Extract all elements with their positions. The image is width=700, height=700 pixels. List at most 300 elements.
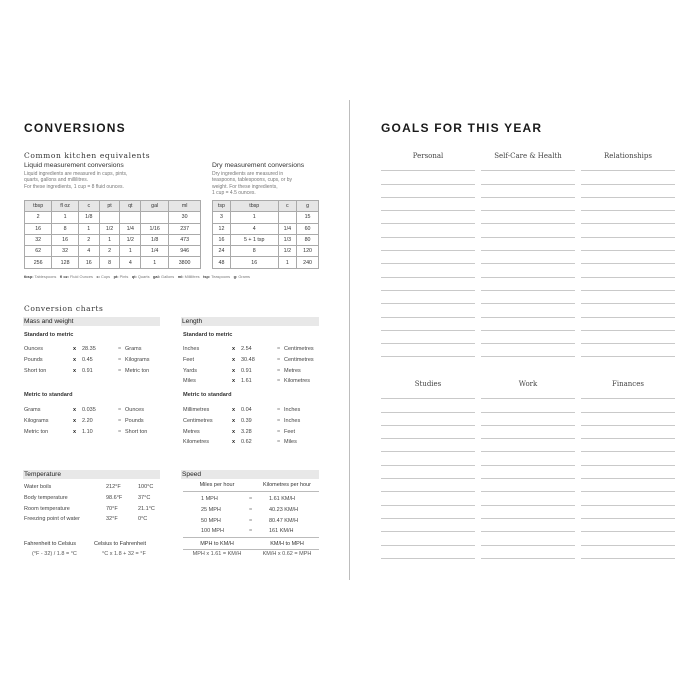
table-row	[25, 223, 201, 234]
goal-line[interactable]	[481, 344, 575, 357]
goal-lines-self-care[interactable]	[481, 158, 575, 357]
fahrenheit-value: 70°F	[106, 505, 118, 512]
conversion-charts-heading: Conversion charts	[24, 304, 104, 313]
goal-line[interactable]	[581, 264, 675, 277]
legend-key: tbsp:	[24, 274, 34, 279]
goal-line[interactable]	[381, 479, 475, 492]
goal-line[interactable]	[581, 506, 675, 519]
goal-line[interactable]	[581, 251, 675, 264]
table-row	[25, 257, 201, 268]
goal-line[interactable]	[481, 426, 575, 439]
goal-lines-work[interactable]	[481, 386, 575, 559]
mass-weight-bar: Mass and weight	[23, 317, 160, 326]
mass-metric-to-standard-label: Metric to standard	[24, 392, 73, 398]
goal-line[interactable]	[481, 264, 575, 277]
table-row	[213, 223, 319, 234]
legend-item	[24, 274, 56, 279]
goal-line[interactable]	[581, 198, 675, 211]
goal-line[interactable]	[481, 519, 575, 532]
goal-line[interactable]	[381, 278, 475, 291]
goal-line[interactable]	[581, 492, 675, 505]
goal-line[interactable]	[481, 479, 575, 492]
temperature-label: Water boils	[24, 484, 52, 490]
from-unit: Pounds	[24, 356, 43, 363]
length-standard-to-metric-label: Standard to metric	[183, 332, 233, 338]
goal-line[interactable]	[481, 386, 575, 399]
equals-sign: =	[277, 439, 281, 446]
to-unit: Miles	[284, 439, 297, 446]
goal-line[interactable]	[381, 185, 475, 198]
from-unit: Inches	[183, 346, 200, 352]
abbreviation-legend	[24, 274, 254, 279]
goal-line[interactable]	[581, 278, 675, 291]
table-cell: 128	[52, 257, 79, 268]
conversion-row	[24, 355, 164, 365]
temperature-row	[24, 482, 160, 492]
conversion-row	[183, 344, 323, 354]
table-cell: 5 + 1 tsp	[230, 234, 278, 245]
factor: 0.39	[241, 417, 252, 424]
to-unit: Kilograms	[125, 356, 150, 363]
speed-bar: Speed	[181, 470, 319, 479]
mass-standard-to-metric-label: Standard to metric	[24, 332, 74, 338]
conversion-row	[183, 437, 323, 447]
table-row	[213, 246, 319, 257]
speed-formula-rule	[183, 549, 319, 550]
goal-line[interactable]	[381, 291, 475, 304]
celsius-value: 100°C	[138, 484, 154, 490]
from-unit: Metric ton	[24, 428, 49, 435]
goal-line[interactable]	[381, 211, 475, 224]
goal-line[interactable]	[581, 519, 675, 532]
goal-line[interactable]	[581, 185, 675, 198]
goal-line[interactable]	[581, 291, 675, 304]
liquid-conversion-table	[24, 200, 201, 269]
table-cell: 4	[230, 223, 278, 234]
to-unit: Kilometres	[284, 378, 310, 385]
goal-line[interactable]	[381, 386, 475, 399]
equals-sign: =	[118, 367, 122, 374]
goal-line[interactable]	[481, 318, 575, 331]
goal-line[interactable]	[481, 439, 575, 452]
table-cell: 8	[99, 257, 120, 268]
to-unit: Ounces	[125, 407, 144, 413]
goal-line[interactable]	[581, 158, 675, 171]
celsius-value: 0°C	[138, 516, 148, 523]
goal-line[interactable]	[381, 413, 475, 426]
goal-lines-relationships[interactable]	[581, 158, 675, 357]
to-unit: Pounds	[125, 417, 144, 424]
goal-line[interactable]	[381, 399, 475, 412]
speed-row	[183, 526, 319, 536]
goal-line[interactable]	[481, 506, 575, 519]
goal-line[interactable]	[381, 318, 475, 331]
f-to-c-formula: (°F - 32) / 1.8 = °C	[32, 551, 77, 557]
goal-line[interactable]	[381, 532, 475, 545]
goal-line[interactable]	[381, 304, 475, 317]
table-header-cell: g	[297, 201, 319, 212]
kmh-value: 40.23 KM/H	[269, 506, 299, 513]
table-row	[213, 257, 319, 268]
legend-value: Pints	[118, 274, 129, 279]
dry-conversions-title: Dry measurement conversions	[212, 162, 305, 169]
goal-line[interactable]	[581, 399, 675, 412]
legend-value: Gallons	[159, 274, 175, 279]
goal-line[interactable]	[381, 519, 475, 532]
legend-item	[203, 274, 230, 279]
goal-heading-studies: Studies	[414, 380, 442, 388]
from-unit: Short ton	[24, 367, 47, 374]
conversion-row	[183, 416, 323, 426]
table-cell	[141, 212, 169, 223]
conversion-row	[183, 405, 323, 415]
table-header-cell: ml	[169, 201, 201, 212]
conversion-row	[24, 427, 164, 437]
equals-sign: =	[277, 417, 281, 424]
to-unit: Grams	[125, 346, 142, 352]
times-sign: x	[73, 356, 77, 363]
legend-key: g:	[233, 274, 238, 279]
goal-line[interactable]	[481, 331, 575, 344]
table-cell: 4	[120, 257, 141, 268]
goal-line[interactable]	[381, 331, 475, 344]
from-unit: Millimetres	[183, 407, 210, 413]
goal-line[interactable]	[481, 304, 575, 317]
temperature-row	[24, 504, 160, 514]
equals-sign: =	[277, 407, 281, 413]
goal-line[interactable]	[381, 171, 475, 184]
mph-value: 1 MPH	[201, 496, 218, 502]
goal-line[interactable]	[581, 439, 675, 452]
kitchen-equivalents-heading: Common kitchen equivalents	[24, 151, 151, 160]
goal-line[interactable]	[381, 439, 475, 452]
equals-sign: =	[277, 346, 281, 352]
legend-value: Fluid Ounces	[68, 274, 93, 279]
legend-item	[153, 274, 174, 279]
table-cell: 1/8	[141, 234, 169, 245]
table-header-cell: c	[278, 201, 297, 212]
table-cell: 1/2	[120, 234, 141, 245]
table-cell: 473	[169, 234, 201, 245]
to-unit: Feet	[284, 428, 296, 435]
goal-line[interactable]	[581, 318, 675, 331]
goal-line[interactable]	[481, 452, 575, 465]
table-cell: 2	[25, 212, 52, 223]
temperature-bar: Temperature	[23, 470, 160, 479]
table-cell: 1	[78, 223, 99, 234]
factor: 0.035	[82, 407, 96, 413]
goal-line[interactable]	[581, 532, 675, 545]
table-cell	[99, 212, 120, 223]
table-cell: 1/2	[278, 246, 297, 257]
to-unit: Inches	[284, 407, 301, 413]
from-unit: Feet	[183, 356, 195, 363]
table-cell: 15	[297, 212, 319, 223]
conversion-row	[24, 416, 164, 426]
goal-line[interactable]	[581, 413, 675, 426]
goal-line[interactable]	[481, 492, 575, 505]
from-unit: Kilograms	[24, 417, 49, 424]
factor: 28.35	[82, 346, 96, 352]
goal-line[interactable]	[581, 452, 675, 465]
times-sign: x	[232, 439, 236, 446]
from-unit: Centimetres	[183, 417, 213, 424]
f-to-c-label: Fahrenheit to Celsius	[24, 541, 76, 547]
goal-line[interactable]	[381, 224, 475, 237]
temperature-row	[24, 493, 160, 503]
equals-sign: =	[249, 496, 253, 502]
kmh-header: Kilometres per hour	[263, 482, 311, 488]
goal-heading-personal: Personal	[412, 152, 444, 160]
to-unit: Metres	[284, 367, 301, 374]
legend-value: Grams	[237, 274, 251, 279]
table-cell: 8	[52, 223, 79, 234]
goal-line[interactable]	[581, 386, 675, 399]
times-sign: x	[232, 407, 236, 413]
table-cell: 1/4	[278, 223, 297, 234]
legend-key: c:	[96, 274, 100, 279]
equals-sign: =	[118, 356, 122, 363]
table-cell: 256	[25, 257, 52, 268]
times-sign: x	[73, 417, 77, 424]
legend-key: pt:	[113, 274, 119, 279]
legend-value: Millilitres	[183, 274, 200, 279]
legend-value: Teaspoons	[210, 274, 231, 279]
table-cell: 48	[213, 257, 231, 268]
equals-sign: =	[277, 428, 281, 435]
legend-key: fl oz:	[59, 274, 69, 279]
goal-heading-relationships: Relationships	[603, 152, 652, 160]
goal-line[interactable]	[481, 198, 575, 211]
goal-lines-finances[interactable]	[581, 386, 675, 559]
length-metric-to-standard-label: Metric to standard	[183, 392, 232, 398]
goal-line[interactable]	[581, 426, 675, 439]
goal-line[interactable]	[381, 238, 475, 251]
equals-sign: =	[277, 356, 281, 363]
conversion-row	[183, 427, 323, 437]
table-cell: 4	[78, 246, 99, 257]
goal-line[interactable]	[481, 171, 575, 184]
table-cell: 1	[278, 257, 297, 268]
goal-line[interactable]	[381, 251, 475, 264]
celsius-value: 21.1°C	[138, 505, 155, 512]
legend-value: Quarts	[136, 274, 150, 279]
table-header-cell: tbsp	[230, 201, 278, 212]
goal-heading-finances: Finances	[612, 380, 644, 388]
table-cell: 16	[78, 257, 99, 268]
table-cell: 1/4	[141, 246, 169, 257]
table-cell: 16	[52, 234, 79, 245]
table-cell: 16	[25, 223, 52, 234]
legend-item	[178, 274, 200, 279]
table-cell: 240	[297, 257, 319, 268]
c-to-f-label: Celsius to Fahrenheit	[94, 541, 146, 547]
times-sign: x	[232, 367, 236, 374]
mph-value: 25 MPH	[201, 506, 221, 513]
equals-sign: =	[118, 407, 122, 413]
table-cell: 3	[213, 212, 231, 223]
legend-item	[60, 274, 93, 279]
goal-line[interactable]	[381, 426, 475, 439]
fahrenheit-value: 212°F	[106, 484, 121, 490]
legend-key: gal:	[153, 274, 160, 279]
speed-row	[183, 494, 319, 504]
factor: 1.61	[241, 378, 252, 385]
table-header-row	[213, 201, 319, 212]
times-sign: x	[73, 367, 77, 374]
goal-line[interactable]	[381, 506, 475, 519]
goal-line[interactable]	[481, 251, 575, 264]
goal-line[interactable]	[581, 238, 675, 251]
table-cell: 2	[78, 234, 99, 245]
goal-lines-studies[interactable]	[381, 386, 475, 559]
goal-line[interactable]	[481, 399, 575, 412]
times-sign: x	[232, 417, 236, 424]
table-header-cell: gal	[141, 201, 169, 212]
equals-sign: =	[277, 378, 281, 385]
goal-line[interactable]	[581, 304, 675, 317]
kmh-to-mph-label: KM/H to MPH	[270, 541, 304, 547]
legend-item	[132, 274, 150, 279]
times-sign: x	[232, 378, 236, 385]
goal-line[interactable]	[381, 466, 475, 479]
speed-row	[183, 516, 319, 526]
liquid-conversions-title: Liquid measurement conversions	[24, 162, 124, 169]
goal-line[interactable]	[481, 224, 575, 237]
fahrenheit-value: 98.6°F	[106, 494, 123, 501]
kmh-value: 1.61 KM/H	[269, 496, 295, 502]
goal-line[interactable]	[581, 331, 675, 344]
liquid-description: Liquid ingredients are measured in cups, pints, quarts, gallons and millilitres. For these ingredients, 1 cup = 8 fluid ounces.	[24, 171, 128, 190]
temperature-label: Room temperature	[24, 505, 70, 512]
goal-line[interactable]	[381, 452, 475, 465]
goal-line[interactable]	[481, 211, 575, 224]
goal-line[interactable]	[481, 185, 575, 198]
table-cell: 30	[169, 212, 201, 223]
legend-key: tsp:	[203, 274, 211, 279]
legend-item	[96, 274, 110, 279]
table-row	[213, 212, 319, 223]
kmh-to-mph-formula: KM/H x 0.62 = MPH	[262, 551, 312, 557]
goal-line[interactable]	[381, 264, 475, 277]
equals-sign: =	[277, 367, 281, 374]
goal-line[interactable]	[481, 466, 575, 479]
conversions-title: CONVERSIONS	[24, 121, 126, 135]
factor: 1.10	[82, 428, 93, 435]
goal-lines-personal[interactable]	[381, 158, 475, 357]
table-header-cell: fl oz	[52, 201, 79, 212]
speed-rows-rule	[183, 537, 319, 538]
legend-item	[234, 274, 250, 279]
table-header-row	[25, 201, 201, 212]
goal-line[interactable]	[581, 466, 675, 479]
times-sign: x	[73, 428, 77, 435]
table-cell: 1	[99, 234, 120, 245]
goal-line[interactable]	[481, 278, 575, 291]
legend-value: Cups	[99, 274, 111, 279]
table-header-cell: tbsp	[25, 201, 52, 212]
factor: 0.45	[82, 356, 93, 363]
goal-line[interactable]	[581, 171, 675, 184]
goal-line[interactable]	[381, 492, 475, 505]
goal-line[interactable]	[381, 158, 475, 171]
conversion-row	[24, 405, 164, 415]
table-header-cell: qt	[120, 201, 141, 212]
table-cell: 1/16	[141, 223, 169, 234]
goal-line[interactable]	[381, 546, 475, 559]
speed-header-rule	[183, 491, 319, 492]
goal-line[interactable]	[581, 344, 675, 357]
temperature-label: Body temperature	[24, 494, 68, 501]
table-cell: 16	[213, 234, 231, 245]
table-row	[25, 246, 201, 257]
to-unit: Metric ton	[125, 367, 150, 374]
times-sign: x	[232, 428, 236, 435]
to-unit: Short ton	[125, 428, 148, 435]
table-cell	[120, 212, 141, 223]
conversion-row	[24, 366, 164, 376]
equals-sign: =	[249, 517, 253, 524]
kmh-value: 80.47 KM/H	[269, 517, 299, 524]
goal-line[interactable]	[581, 546, 675, 559]
table-cell: 80	[297, 234, 319, 245]
mph-value: 100 MPH	[201, 528, 224, 535]
times-sign: x	[73, 407, 77, 413]
mph-to-kmh-formula: MPH x 1.61 = KM/H	[192, 551, 242, 557]
mph-header: Miles per hour	[199, 482, 235, 488]
table-cell: 237	[169, 223, 201, 234]
goal-line[interactable]	[581, 479, 675, 492]
from-unit: Kilometres	[183, 439, 209, 446]
from-unit: Yards	[183, 367, 197, 374]
factor: 3.28	[241, 428, 252, 435]
legend-item	[114, 274, 129, 279]
dry-conversion-table	[212, 200, 319, 269]
goal-line[interactable]	[481, 158, 575, 171]
table-cell: 62	[25, 246, 52, 257]
from-unit: Grams	[24, 407, 41, 413]
table-cell: 3800	[169, 257, 201, 268]
goal-line[interactable]	[481, 413, 575, 426]
factor: 2.20	[82, 417, 93, 424]
goal-line[interactable]	[481, 546, 575, 559]
equals-sign: =	[118, 417, 122, 424]
times-sign: x	[232, 356, 236, 363]
speed-row	[183, 505, 319, 515]
table-header-cell: tsp	[213, 201, 231, 212]
table-row	[25, 212, 201, 223]
goal-line[interactable]	[581, 211, 675, 224]
goal-line[interactable]	[481, 238, 575, 251]
kmh-value: 161 KM/H	[269, 528, 294, 535]
table-header-cell: pt	[99, 201, 120, 212]
table-cell: 1	[120, 246, 141, 257]
equals-sign: =	[249, 528, 253, 535]
table-cell: 120	[297, 246, 319, 257]
goal-line[interactable]	[481, 532, 575, 545]
factor: 0.91	[241, 367, 252, 374]
from-unit: Miles	[183, 378, 196, 385]
table-cell: 2	[99, 246, 120, 257]
goal-heading-self-care: Self-Care & Health	[494, 152, 562, 160]
to-unit: Inches	[284, 417, 301, 424]
table-cell: 1/3	[278, 234, 297, 245]
goal-line[interactable]	[381, 198, 475, 211]
goal-line[interactable]	[481, 291, 575, 304]
goal-line[interactable]	[581, 224, 675, 237]
goal-line[interactable]	[381, 344, 475, 357]
times-sign: x	[232, 346, 236, 352]
